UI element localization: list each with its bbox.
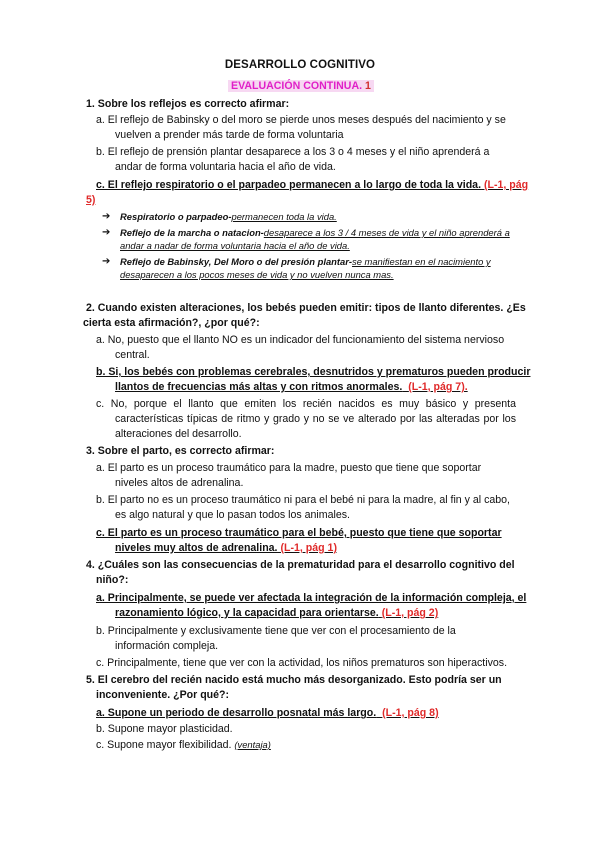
q5-option-c-note: (ventaja) xyxy=(234,739,271,750)
q1-note-3-line2: desaparecen a los pocos meses de vida y no vuelven nunca mas. xyxy=(120,269,394,280)
q1-option-c-text: c. El reflejo respiratorio o el parpadeo permanecen a lo largo de toda la vida. xyxy=(96,179,482,191)
q1-option-a-line1: a. El reflejo de Babinsky o del moro se pierde unos meses después del nacimiento y se xyxy=(96,114,506,126)
q1-option-c-line1 xyxy=(96,178,528,192)
q2-option-b-text: llantos de frecuencias más altas y con ritmos anormales. xyxy=(115,381,403,393)
q3-option-b-line1: b. El parto no es un proceso traumático ni para el bebé ni para la madre, al fin y al cabo, xyxy=(96,494,510,506)
subtitle-text: EVALUACIÓN CONTINUA. xyxy=(231,80,363,92)
q4-stem-line2: niño?: xyxy=(96,574,129,586)
q4-option-c-line1: c. Principalmente, tiene que ver con la actividad, los niños prematuros son hiperactivos. xyxy=(96,657,508,669)
q1-option-a-line2: vuelven a prender más tarde de forma voluntaria xyxy=(115,129,344,141)
q5-option-a-text: a. Supone un periodo de desarrollo posnatal más largo. xyxy=(96,707,377,719)
q2-option-b-line1: b. Si, los bebés con problemas cerebrales, desnutridos y prematuros pueden producir xyxy=(96,366,531,378)
q5-option-a-ref: (L-1, pág 8) xyxy=(382,707,439,719)
q1-stem: 1. Sobre los reflejos es correcto afirmar: xyxy=(86,98,290,110)
q4-option-b-line2: información compleja. xyxy=(115,640,219,652)
arrow-icon: ➔ xyxy=(102,211,111,222)
q2-option-a-line2: central. xyxy=(115,349,150,361)
q5-option-c-text: c. Supone mayor flexibilidad. xyxy=(96,739,232,751)
q4-option-a-text: razonamiento lógico, y la capacidad para orientarse. xyxy=(115,607,379,619)
q1-note-2-text: desaparece a los 3 / 4 meses de vida y el niño aprenderá a xyxy=(263,227,510,238)
q4-option-a-ref: (L-1, pág 2) xyxy=(381,607,439,619)
q2-stem-line1: 2. Cuando existen alteraciones, los bebés pueden emitir: tipos de llanto diferentes. ¿Es xyxy=(86,302,526,314)
arrow-icon: ➔ xyxy=(102,256,111,267)
document-subtitle xyxy=(228,80,374,92)
q2-option-b-ref: (L-1, pág 7). xyxy=(408,381,468,393)
q3-option-b-line2: es algo natural y que lo pasan todos los animales. xyxy=(115,509,350,521)
q3-option-c-line1: c. El parto es un proceso traumático para el bebé, puesto que tiene que soportar xyxy=(96,527,502,539)
q5-stem-line1: 5. El cerebro del recién nacido está mucho más desorganizado. Esto podría ser un xyxy=(86,674,502,686)
q3-option-a-line2: niveles altos de adrenalina. xyxy=(115,477,244,489)
q2-option-b-line2 xyxy=(115,380,468,394)
q3-option-c-ref: (L-1, pág 1) xyxy=(280,542,337,554)
q3-option-a-line1: a. El parto es un proceso traumático para la madre, puesto que tiene que soportar xyxy=(96,462,482,474)
q2-option-c-line2: características típicas de ritmo y grado y no se ve alterado por las alteradas por los xyxy=(115,413,516,425)
q2-option-c-line1: c. No, porque el llanto que emiten los recién nacidos es muy básico y presenta xyxy=(96,398,516,410)
q1-note-1 xyxy=(120,210,337,224)
q5-stem-line2: inconveniente. ¿Por qué?: xyxy=(96,689,230,701)
q3-option-c-line2 xyxy=(115,541,337,555)
q1-option-c-ref-line2: 5) xyxy=(86,194,96,206)
q1-option-c-ref: (L-1, pág xyxy=(483,179,529,191)
arrow-icon: ➔ xyxy=(102,227,111,238)
q1-note-2-line2: andar a nadar de forma voluntaria hacia el año de vida. xyxy=(120,240,350,251)
q3-option-c-text: niveles muy altos de adrenalina. xyxy=(115,542,278,554)
q5-option-b-line1: b. Supone mayor plasticidad. xyxy=(96,723,233,735)
q1-note-2-label: Reflejo de la marcha o natacion- xyxy=(120,227,264,238)
q3-stem: 3. Sobre el parto, es correcto afirmar: xyxy=(86,445,275,457)
q1-option-b-line1: b. El reflejo de prensión plantar desaparece a los 3 o 4 meses y el niño aprenderá a xyxy=(96,146,490,158)
q1-option-b-line2: andar de forma voluntaria hacia el año de vida. xyxy=(115,161,336,173)
q4-option-b-line1: b. Principalmente y exclusivamente tiene que ver con el procesamiento de la xyxy=(96,625,456,637)
q2-option-a-line1: a. No, puesto que el llanto NO es un indicador del funcionamiento del sistema nervioso xyxy=(96,334,505,346)
q1-note-3 xyxy=(120,255,491,269)
q5-option-c-line1 xyxy=(96,738,271,752)
q2-stem-line2: cierta esta afirmación?, ¿por qué?: xyxy=(83,317,260,329)
q2-option-c-line3: alteraciones del desarrollo. xyxy=(115,428,242,440)
q1-note-3-label: Reflejo de Babinsky, Del Moro o del presión plantar- xyxy=(120,256,352,267)
q1-note-1-label: Respiratorio o parpadeo- xyxy=(120,211,232,222)
q1-note-2 xyxy=(120,226,510,240)
q4-option-a-line2 xyxy=(115,606,438,620)
q1-note-1-text: permanecen toda la vida. xyxy=(231,211,337,222)
subtitle-number: 1 xyxy=(365,80,371,92)
q4-option-a-line1: a. Principalmente, se puede ver afectada la integración de la información compleja, el xyxy=(96,592,527,604)
q5-option-a-line1 xyxy=(96,706,439,720)
document-title: DESARROLLO COGNITIVO xyxy=(224,59,376,71)
q1-note-3-text: se manifiestan en el nacimiento y xyxy=(352,256,491,267)
q4-stem-line1: 4. ¿Cuáles son las consecuencias de la prematuridad para el desarrollo cognitivo del xyxy=(86,559,515,571)
